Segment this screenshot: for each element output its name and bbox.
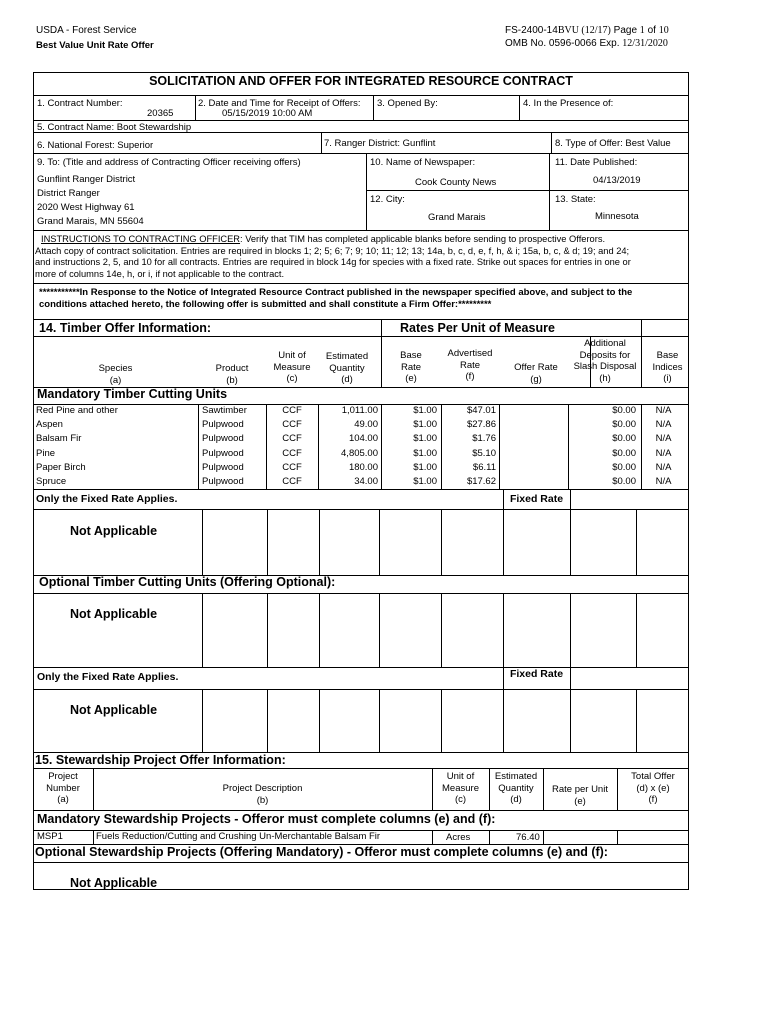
rule xyxy=(321,132,322,153)
deposit-cell: $0.00 xyxy=(612,405,636,416)
unit-cell: CCF xyxy=(282,461,302,473)
deposit-cell: $0.00 xyxy=(612,461,636,473)
rule xyxy=(441,689,442,752)
rule xyxy=(33,489,689,490)
col-code: (b) xyxy=(226,374,238,386)
address-line: 2020 West Highway 61 xyxy=(37,202,135,213)
col-label: Project Description xyxy=(222,783,303,794)
deposit-cell: $0.00 xyxy=(612,447,636,459)
base-rate-cell: $1.00 xyxy=(413,405,437,416)
base-indices-cell: N/A xyxy=(655,419,672,431)
col-label: Quantity xyxy=(498,782,534,794)
col-header-deposits xyxy=(565,338,645,384)
rule xyxy=(33,667,689,668)
offer-type-line xyxy=(555,138,671,149)
rule xyxy=(319,509,320,576)
rule xyxy=(441,404,442,489)
firm-offer-notice xyxy=(39,287,632,311)
rule xyxy=(568,404,569,489)
offer-rate-input[interactable] xyxy=(501,433,566,446)
rule xyxy=(617,830,618,844)
product-cell: Pulpwood xyxy=(202,476,244,487)
base-rate-cell: $1.00 xyxy=(413,433,437,445)
form-suffix: BVU (12/17) xyxy=(557,25,611,36)
mandatory-timber-title: Mandatory Timber Cutting Units xyxy=(37,387,228,401)
state-label: 13. State: xyxy=(555,194,596,205)
advertised-rate-cell: $1.76 xyxy=(472,433,496,445)
fixed-rate-applies: Only the Fixed Rate Applies. xyxy=(37,671,179,683)
rule xyxy=(551,132,552,153)
offer-rate-input[interactable] xyxy=(501,419,566,432)
rule xyxy=(570,689,571,752)
rule xyxy=(33,689,689,690)
rule xyxy=(202,593,203,667)
col-label: Quantity xyxy=(329,362,365,374)
address-line: Gunflint Ranger District xyxy=(37,174,136,185)
city[interactable]: Grand Marais xyxy=(428,212,486,223)
rule xyxy=(503,689,504,752)
page-total: 10 xyxy=(658,25,669,36)
species-cell: Red Pine and other xyxy=(36,405,118,416)
stewardship-section-title: 15. Stewardship Project Offer Information: xyxy=(35,753,286,767)
page-title: SOLICITATION AND OFFER FOR INTEGRATED RESOURCE CONTRACT xyxy=(149,74,573,88)
contract-number-label: 1. Contract Number: xyxy=(37,98,123,109)
rule xyxy=(373,95,374,120)
page-num: 1 xyxy=(639,25,645,36)
national-forest-line xyxy=(37,140,153,151)
rule xyxy=(267,593,268,667)
col-label: Rate per Unit xyxy=(552,784,608,795)
col-label: Unit of xyxy=(446,771,475,782)
rule xyxy=(33,593,689,594)
exp-label: Exp. xyxy=(599,38,620,49)
col-label: Estimated xyxy=(325,351,369,362)
form-number-line xyxy=(505,25,669,36)
col-label: Estimated xyxy=(494,771,538,782)
deposit-cell: $0.00 xyxy=(612,476,636,487)
base-indices-cell: N/A xyxy=(655,476,672,487)
unit-cell: CCF xyxy=(282,419,302,431)
quantity-cell: 104.00 xyxy=(348,433,378,445)
address-line: Grand Marais, MN 55604 xyxy=(37,216,144,227)
receipt-value[interactable]: 05/15/2019 10:00 AM xyxy=(222,108,313,119)
rule xyxy=(489,830,490,844)
col-label: Deposits for xyxy=(579,349,631,361)
col-code: (h) xyxy=(599,372,611,384)
rule xyxy=(519,95,520,120)
col-header-quantity xyxy=(489,771,543,806)
rule xyxy=(366,153,367,230)
fixed-rate-applies: Only the Fixed Rate Applies. xyxy=(36,493,178,505)
rule xyxy=(33,283,689,284)
unit-cell: CCF xyxy=(282,433,302,445)
col-header-species xyxy=(33,363,198,386)
deposit-cell: $0.00 xyxy=(612,433,636,445)
col-label: Unit of xyxy=(278,350,306,361)
rule xyxy=(267,509,268,576)
rule xyxy=(202,509,203,576)
col-header-project-number xyxy=(33,771,93,806)
offer-rate-input[interactable] xyxy=(501,448,566,461)
col-code: (a) xyxy=(109,374,122,386)
instructions-line: and instructions 2, 5, and 10 for all contracts. Entries are required in block 14g for species with a fixed rate. Strike out spaces for entries in one or xyxy=(35,257,631,268)
col-header-unit xyxy=(266,350,318,385)
product-cell: Pulpwood xyxy=(202,447,244,459)
base-indices-cell: N/A xyxy=(655,447,672,459)
optional-timber-title: Optional Timber Cutting Units (Offering Optional): xyxy=(39,575,336,589)
exp-date: 12/31/2020 xyxy=(622,38,668,49)
rule xyxy=(570,509,571,576)
col-code: (f) xyxy=(648,794,658,805)
opened-by-label: 3. Opened By: xyxy=(377,98,438,109)
offer-rate-input[interactable] xyxy=(501,405,566,418)
omb-line xyxy=(505,38,668,49)
address-block[interactable] xyxy=(37,173,144,229)
rule xyxy=(33,153,689,154)
ranger-district[interactable]: Gunflint xyxy=(402,138,436,149)
rule xyxy=(379,509,380,576)
rule xyxy=(570,489,571,509)
col-header-quantity xyxy=(318,351,376,386)
rule xyxy=(503,593,504,667)
contract-number[interactable]: 20365 xyxy=(147,108,174,119)
offer-type[interactable]: Best Value xyxy=(625,138,671,149)
col-label: Measure xyxy=(442,782,479,794)
species-cell: Balsam Fir xyxy=(36,433,82,445)
advertised-rate-cell: $6.11 xyxy=(472,461,496,473)
col-label: Rate xyxy=(400,361,422,373)
col-header-total-offer xyxy=(617,771,689,806)
col-header-rate xyxy=(543,784,617,807)
rule xyxy=(381,404,382,489)
rule xyxy=(636,509,637,576)
rule xyxy=(441,593,442,667)
product-cell: Pulpwood xyxy=(202,433,244,445)
col-label: Additional xyxy=(584,338,626,349)
fixed-rate-header: Fixed Rate xyxy=(509,668,564,680)
notice-line: conditions attached hereto, the following offer is submitted and shall constitute a Firm Offer:********* xyxy=(39,299,492,310)
rule xyxy=(441,509,442,576)
not-applicable: Not Applicable xyxy=(70,876,158,890)
species-cell: Aspen xyxy=(36,419,63,431)
col-label: Offer Rate xyxy=(514,362,558,373)
form-number: FS-2400-14 xyxy=(505,25,558,36)
rule xyxy=(549,153,550,230)
rule xyxy=(570,667,571,689)
base-indices-cell: N/A xyxy=(655,461,672,473)
project-description: Fuels Reduction/Cutting and Crushing Un-Merchantable Balsam Fir xyxy=(96,831,381,842)
agency-name: USDA - Forest Service xyxy=(36,25,137,36)
rule xyxy=(33,230,689,231)
quantity-cell: 180.00 xyxy=(348,461,378,473)
not-applicable: Not Applicable xyxy=(70,607,158,621)
total-offer-input[interactable] xyxy=(620,831,686,843)
col-header-base-rate xyxy=(381,350,441,385)
species-cell: Spruce xyxy=(36,476,67,487)
advertised-rate-cell: $5.10 xyxy=(472,447,496,459)
col-label: Total Offer xyxy=(631,771,675,782)
contract-name-label: 5. Contract Name: xyxy=(37,122,115,133)
col-header-unit xyxy=(432,771,489,806)
instructions-line: more of columns 14e, h, or i, if not applicable to the contract. xyxy=(35,268,285,279)
col-label: Number xyxy=(46,782,80,794)
base-indices-cell: N/A xyxy=(655,433,672,445)
ranger-district-label: 7. Ranger District: xyxy=(324,138,401,149)
base-rate-cell: $1.00 xyxy=(413,419,437,431)
base-rate-cell: $1.00 xyxy=(413,447,437,459)
col-code: (g) xyxy=(530,373,542,385)
ranger-district-line xyxy=(324,138,435,149)
col-code: (e) xyxy=(574,795,586,807)
project-unit: Acres xyxy=(446,832,471,843)
rule xyxy=(33,120,689,121)
newspaper-label: 10. Name of Newspaper: xyxy=(370,157,476,168)
rule xyxy=(33,509,689,510)
quantity-cell: 49.00 xyxy=(354,419,378,431)
base-indices-cell: N/A xyxy=(655,405,672,416)
frame-top xyxy=(33,72,689,73)
col-code: (f) xyxy=(465,371,475,382)
product-cell: Sawtimber xyxy=(202,405,247,416)
project-quantity: 76.40 xyxy=(516,832,540,843)
col-header-project-description xyxy=(93,783,432,806)
col-label: Base xyxy=(400,350,422,361)
rule xyxy=(319,689,320,752)
col-header-advertised-rate xyxy=(441,348,499,383)
species-cell: Pine xyxy=(36,447,56,459)
col-code: (i) xyxy=(663,373,672,384)
quantity-cell: 1,011.00 xyxy=(341,405,378,416)
base-rate-cell: $1.00 xyxy=(413,476,437,487)
product-cell: Pulpwood xyxy=(202,461,244,473)
deposit-cell: $0.00 xyxy=(612,419,636,431)
page-label: Page xyxy=(613,25,638,36)
col-label: Slash Disposal xyxy=(573,361,637,372)
col-code: (c) xyxy=(286,373,298,384)
date-published-label: 11. Date Published: xyxy=(555,157,638,168)
col-code: (d) xyxy=(510,794,522,805)
of-label: of xyxy=(647,25,656,36)
mandatory-stewardship-title: Mandatory Stewardship Projects - Offeror must complete columns (e) and (f): xyxy=(37,812,496,826)
col-label: Base xyxy=(656,350,679,361)
col-label: Project xyxy=(48,771,78,782)
timber-section-title: 14. Timber Offer Information: xyxy=(39,321,212,335)
omb-number: OMB No. 0596-0066 xyxy=(505,38,597,49)
rule xyxy=(202,689,203,752)
notice-line: ***********In Response to the Notice of Integrated Resource Contract published in the newspaper specified above, and subject to the xyxy=(39,287,633,298)
to-label: 9. To: (Title and address of Contracting Officer receiving offers) xyxy=(37,157,301,168)
rule xyxy=(267,689,268,752)
product-cell: Pulpwood xyxy=(202,419,244,431)
col-label: (d) x (e) xyxy=(636,782,670,794)
rule xyxy=(319,593,320,667)
base-rate-cell: $1.00 xyxy=(413,461,437,473)
offer-rate-input[interactable] xyxy=(501,462,566,475)
project-number: MSP1 xyxy=(37,831,63,842)
rule xyxy=(33,768,689,769)
advertised-rate-cell: $27.86 xyxy=(466,419,496,431)
city-label: 12. City: xyxy=(370,194,405,205)
national-forest[interactable]: Superior xyxy=(117,140,154,151)
quantity-cell: 4,805.00 xyxy=(341,447,378,459)
col-label: Species xyxy=(98,363,133,374)
quantity-cell: 34.00 xyxy=(354,476,378,487)
unit-cell: CCF xyxy=(282,405,302,416)
rates-title: Rates Per Unit of Measure xyxy=(400,321,555,335)
rule xyxy=(636,593,637,667)
instructions-lead: INSTRUCTIONS TO CONTRACTING OFFICER xyxy=(41,234,241,244)
rule xyxy=(499,404,500,489)
col-header-offer-rate xyxy=(506,362,566,385)
national-forest-label: 6. National Forest: xyxy=(37,140,115,151)
contract-name[interactable]: Boot Stewardship xyxy=(116,122,192,133)
offer-rate-input[interactable] xyxy=(501,476,566,489)
form-title: Best Value Unit Rate Offer xyxy=(36,40,154,51)
rule xyxy=(379,593,380,667)
rule xyxy=(379,689,380,752)
unit-cell: CCF xyxy=(282,447,302,459)
col-code: (b) xyxy=(256,794,269,806)
rate-per-unit-input[interactable] xyxy=(546,831,614,843)
rule xyxy=(33,132,689,133)
advertised-rate-cell: $17.62 xyxy=(466,476,496,487)
col-code: (a) xyxy=(57,794,69,805)
newspaper[interactable]: Cook County News xyxy=(415,177,497,188)
rule xyxy=(432,830,433,844)
col-header-product xyxy=(198,363,266,386)
species-cell: Paper Birch xyxy=(36,461,86,473)
col-label: Measure xyxy=(273,361,311,373)
unit-cell: CCF xyxy=(282,476,302,487)
rule xyxy=(33,319,689,320)
rule xyxy=(198,404,199,489)
state[interactable]: Minnesota xyxy=(595,211,639,222)
presence-label: 4. In the Presence of: xyxy=(523,98,614,109)
offer-type-label: 8. Type of Offer: xyxy=(555,138,623,149)
not-applicable: Not Applicable xyxy=(70,524,158,538)
rule xyxy=(641,404,642,489)
rule xyxy=(33,810,689,811)
fixed-rate-header: Fixed Rate xyxy=(509,493,564,505)
rule xyxy=(33,95,689,96)
col-label: Rate xyxy=(459,359,481,371)
rule xyxy=(93,830,94,844)
col-code: (e) xyxy=(405,373,417,384)
advertised-rate-cell: $47.01 xyxy=(466,405,496,416)
date-published[interactable]: 04/13/2019 xyxy=(593,175,641,186)
rule xyxy=(543,830,544,844)
rule xyxy=(33,862,689,863)
rule xyxy=(570,593,571,667)
instructions-line: Attach copy of contract solicitation. Entries are required in blocks 1; 2; 5; 6; 7; 9; 10; 11; 12; 13; 14a, b, c, d, e, f, h, & i; 15a, b, c, & d; 19; and 24; xyxy=(35,245,630,256)
col-header-indices xyxy=(645,350,690,385)
col-label: Product xyxy=(215,363,249,374)
rule xyxy=(366,190,689,191)
instructions-line: : Verify that TIM has completed applicable blanks before sending to prospective Offerors. xyxy=(240,234,606,244)
rule xyxy=(33,889,689,890)
optional-stewardship-title: Optional Stewardship Projects (Offering Mandatory) - Offeror must complete columns (e) and (f): xyxy=(35,845,608,859)
not-applicable: Not Applicable xyxy=(70,703,158,717)
instructions xyxy=(35,234,687,280)
rule xyxy=(636,689,637,752)
col-label: Indices xyxy=(652,361,683,373)
rule xyxy=(266,404,267,489)
rule xyxy=(195,95,196,120)
col-code: (c) xyxy=(454,794,467,805)
rule xyxy=(503,509,504,576)
col-code: (d) xyxy=(341,374,353,385)
address-line: District Ranger xyxy=(37,188,100,199)
receipt-label: 2. Date and Time for Receipt of Offers: xyxy=(198,98,361,109)
rule xyxy=(318,404,319,489)
col-label: Advertised xyxy=(447,348,493,359)
